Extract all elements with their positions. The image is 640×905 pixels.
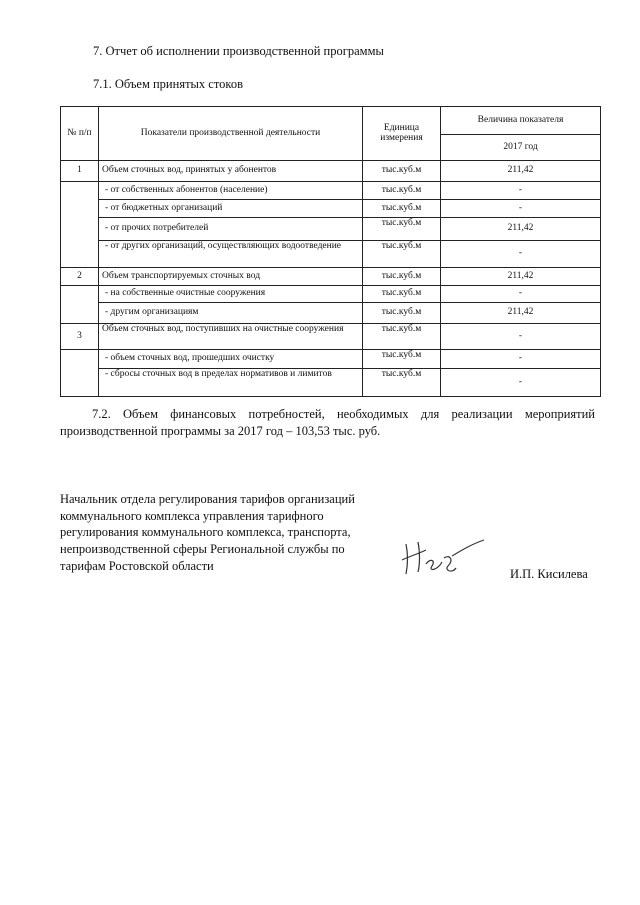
table-row	[61, 241, 601, 268]
row-num: 1	[61, 161, 99, 182]
row-unit: тыс.куб.м	[363, 200, 441, 218]
header-indicator: Показатели производственной деятельности	[99, 107, 363, 161]
row-label: Объем транспортируемых сточных вод	[99, 268, 363, 286]
subsection-heading: 7.1. Объем принятых стоков	[93, 77, 243, 91]
row-value: 211,42	[441, 161, 601, 182]
row-value: -	[441, 350, 601, 369]
row-num-group	[61, 182, 99, 268]
row-unit: тыс.куб.м	[363, 161, 441, 182]
row-label: - объем сточных вод, прошедших очистку	[99, 350, 363, 369]
table-row	[61, 182, 601, 200]
signatory-line: тарифам Ростовской области	[60, 558, 214, 573]
row-value: -	[441, 369, 601, 397]
row-num-group	[61, 350, 99, 397]
row-unit: тыс.куб.м	[363, 303, 441, 324]
row-label: - от бюджетных организаций	[99, 200, 363, 218]
signatory-name: И.П. Кисилева	[510, 567, 588, 581]
table-row	[61, 218, 601, 241]
handwritten-signature	[392, 530, 488, 578]
row-unit: тыс.куб.м	[363, 369, 441, 397]
finance-paragraph: 7.2. Объем финансовых потребностей, необходимых для реализации мероприятий производственной программы за 2017 год – 103,53 тыс. руб.	[60, 407, 595, 438]
row-value: -	[441, 324, 601, 350]
row-unit: тыс.куб.м	[363, 324, 441, 350]
row-label: - другим организациям	[99, 303, 363, 324]
row-unit: тыс.куб.м	[363, 218, 441, 241]
row-label: - сбросы сточных вод в пределах нормативов и лимитов	[99, 369, 363, 397]
table-row	[61, 350, 601, 369]
row-value: -	[441, 241, 601, 268]
table-row	[61, 303, 601, 324]
row-value: -	[441, 286, 601, 303]
row-label: - на собственные очистные сооружения	[99, 286, 363, 303]
table-row	[61, 200, 601, 218]
signatory-line: непроизводственной сферы Региональной службы по	[60, 541, 345, 556]
row-value: -	[441, 182, 601, 200]
row-label: Объем сточных вод, принятых у абонентов	[99, 161, 363, 182]
signatory-line: Начальник отдела регулирования тарифов организаций	[60, 492, 355, 506]
header-unit: Единица измерения	[363, 107, 441, 161]
header-year: 2017 год	[441, 135, 601, 161]
row-unit: тыс.куб.м	[363, 286, 441, 303]
row-unit: тыс.куб.м	[363, 182, 441, 200]
row-num: 3	[61, 324, 99, 350]
production-table	[60, 106, 601, 397]
header-value-group: Величина показателя	[441, 107, 601, 135]
section-heading: 7. Отчет об исполнении производственной программы	[93, 44, 384, 58]
row-num: 2	[61, 268, 99, 286]
row-unit: тыс.куб.м	[363, 241, 441, 268]
row-value: -	[441, 200, 601, 218]
signatory-title	[60, 491, 400, 574]
header-num: № п/п	[61, 107, 99, 161]
row-label: - от прочих потребителей	[99, 218, 363, 241]
table-row	[61, 324, 601, 350]
row-num-group	[61, 286, 99, 324]
row-label: Объем сточных вод, поступивших на очистные сооружения	[99, 324, 363, 350]
row-value: 211,42	[441, 303, 601, 324]
row-value: 211,42	[441, 218, 601, 241]
signatory-line: коммунального комплекса управления тарифного	[60, 508, 324, 523]
row-unit: тыс.куб.м	[363, 350, 441, 369]
table-row	[61, 268, 601, 286]
row-value: 211,42	[441, 268, 601, 286]
row-label: - от собственных абонентов (население)	[99, 182, 363, 200]
table-row	[61, 369, 601, 397]
table-row	[61, 286, 601, 303]
signatory-line: регулирования коммунального комплекса, транспорта,	[60, 525, 351, 540]
table-row	[61, 161, 601, 182]
row-label: - от других организаций, осуществляющих водоотведение	[99, 241, 363, 268]
row-unit: тыс.куб.м	[363, 268, 441, 286]
